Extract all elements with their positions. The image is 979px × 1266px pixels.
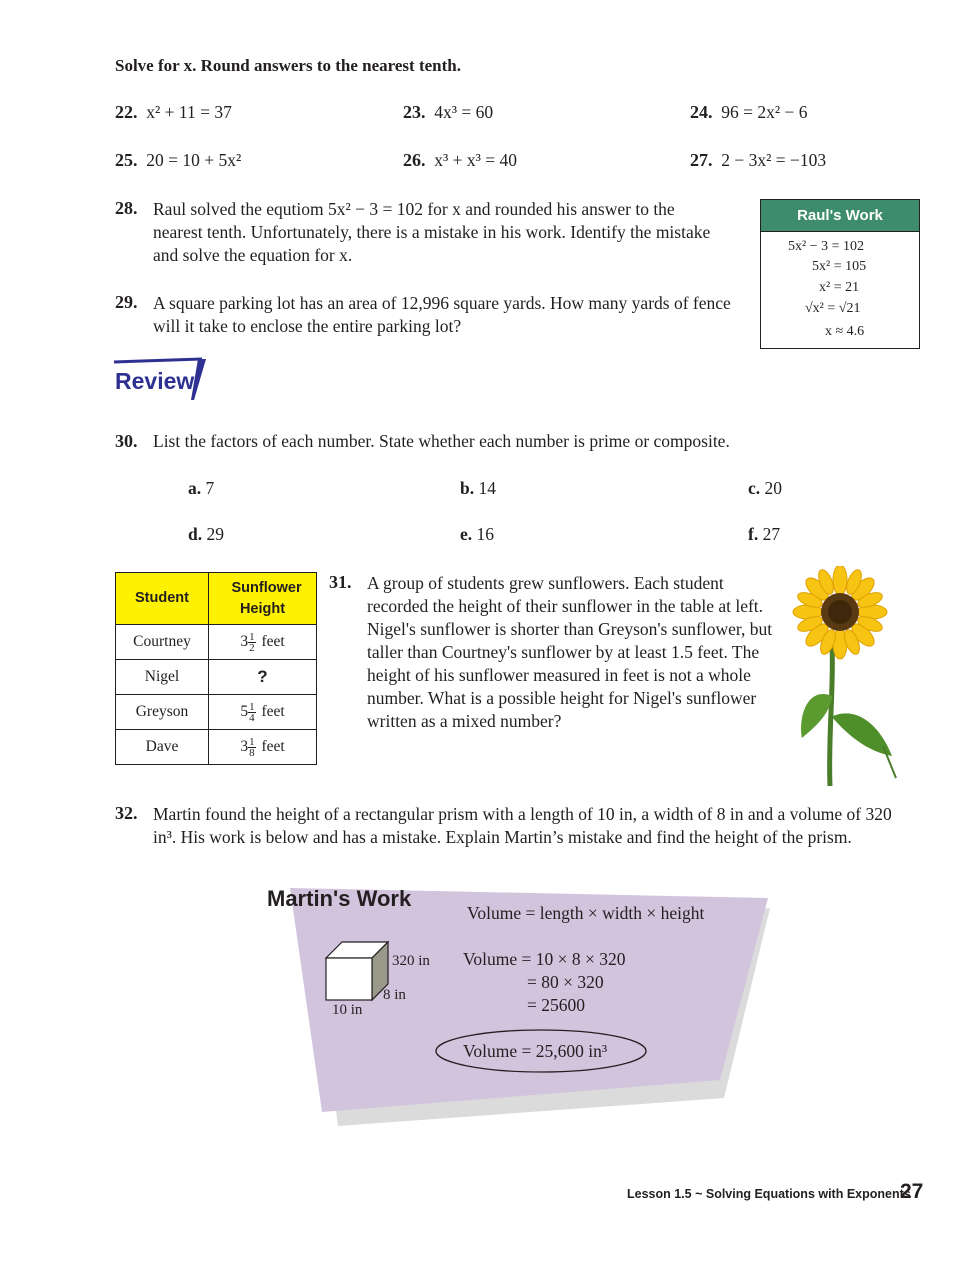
problem-30-part-e: e. 16 <box>460 524 495 544</box>
sunflower-image <box>788 566 903 788</box>
sunflower-height: 3 $\frac{1}{8}$ feet <box>209 730 317 765</box>
problem-22: 22. x² + 11 = 37 <box>115 102 232 122</box>
raul-step-4: √x² = √21 <box>805 301 861 316</box>
raul-step-2: 5x² = 105 <box>812 259 867 274</box>
problem-30-number: 30. <box>115 431 138 451</box>
sunflower-height: 3 $\frac{1}{2}$ feet <box>209 625 317 660</box>
martin-step-3: = 25600 <box>527 995 585 1015</box>
rauls-work-title: Raul's Work <box>761 200 919 232</box>
problem-27: 27. 2 − 3x² = −103 <box>690 150 827 170</box>
problem-25-equation: 20 = 10 + 5x² <box>146 150 242 170</box>
martins-work-title: Martin's Work <box>267 886 412 911</box>
prism-height-label: 320 in <box>392 953 430 969</box>
problem-27-equation: 2 − 3x² = −103 <box>721 150 827 170</box>
problem-30-part-c: c. 20 <box>748 478 783 498</box>
sunflower-table <box>115 572 317 765</box>
table-header-row <box>116 573 317 625</box>
problem-23: 23. 4x³ = 60 <box>403 102 494 122</box>
volume-formula: Volume = length × width × height <box>467 903 705 923</box>
review-heading: Review <box>115 368 195 394</box>
problem-22-equation: x² + 11 = 37 <box>146 102 232 122</box>
problem-29-text: A square parking lot has an area of 12,996 square yards. How many yards of fence will it take to enclose the entire parking lot? <box>153 293 731 336</box>
student-name: Courtney <box>116 625 209 660</box>
problem-31-number: 31. <box>329 572 352 592</box>
table-header-height: Sunflower Height <box>209 573 317 625</box>
page-number: 27 <box>900 1180 924 1203</box>
problem-29-number: 29. <box>115 292 138 312</box>
problem-24: 24. 96 = 2x² − 6 <box>690 102 808 122</box>
problem-25: 25. 20 = 10 + 5x² <box>115 150 242 170</box>
raul-step-5: x ≈ 4.6 <box>825 324 865 339</box>
problem-30-part-d: d. 29 <box>188 524 224 544</box>
prism-cube-icon <box>322 938 392 1004</box>
prism-length-label: 10 in <box>332 1002 363 1018</box>
unknown-height-mark: ? <box>209 660 317 695</box>
student-name: Dave <box>116 730 209 765</box>
table-row <box>116 730 317 765</box>
student-name: Greyson <box>116 695 209 730</box>
instructions: Solve for x. Round answers to the nearest tenth. <box>115 56 461 75</box>
problem-32-number: 32. <box>115 803 138 823</box>
raul-step-3: x² = 21 <box>819 280 860 295</box>
problem-32-text: Martin found the height of a rectangular prism with a length of 10 in, a width of 8 in and a volume of 320 in³. His work is below and has a mistake. Explain Martin’s mistake and find the height of the prism. <box>153 804 892 847</box>
problem-23-equation: 4x³ = 60 <box>434 102 494 122</box>
martin-answer: Volume = 25,600 in³ <box>463 1041 608 1061</box>
problem-30-part-a: a. 7 <box>188 478 215 498</box>
martin-step-1: Volume = 10 × 8 × 320 <box>463 949 626 969</box>
problem-31-text: A group of students grew sunflowers. Each student recorded the height of their sunflower in the table at left. Nigel's sunflower is shorter than Greyson's sunflower, but taller than Courtney's sunflower by at least 1.5 feet. The height of his sunflower measured in feet is not a whole number. What is a possible height for Nigel's sunflower written as a mixed number? <box>367 573 773 731</box>
problem-30-part-f: f. 27 <box>748 524 781 544</box>
table-row <box>116 695 317 730</box>
student-name: Nigel <box>116 660 209 695</box>
martin-step-2: = 80 × 320 <box>527 972 604 992</box>
problem-28-number: 28. <box>115 198 138 218</box>
sunflower-height: 5 $\frac{1}{4}$ feet <box>209 695 317 730</box>
review-banner-icon <box>112 356 208 402</box>
problem-26-equation: x³ + x³ = 40 <box>434 150 517 170</box>
rauls-work-box <box>760 199 920 349</box>
table-row <box>116 625 317 660</box>
table-row <box>116 660 317 695</box>
problem-26: 26. x³ + x³ = 40 <box>403 150 517 170</box>
problem-24-equation: 96 = 2x² − 6 <box>721 102 808 122</box>
table-header-student: Student <box>116 573 209 625</box>
problem-30-text: List the factors of each number. State whether each number is prime or composite. <box>153 431 730 451</box>
raul-step-1: 5x² − 3 = 102 <box>788 239 864 254</box>
problem-30-part-b: b. 14 <box>460 478 496 498</box>
prism-width-label: 8 in <box>383 987 406 1003</box>
footer-lesson-title: Lesson 1.5 ~ Solving Equations with Exponents <box>627 1187 911 1201</box>
problem-28-text: Raul solved the equtiom 5x² − 3 = 102 for x and rounded his answer to the nearest tenth. Unfortunately, there is a mistake in his work. Identify the mistake and solve the equation for x. <box>153 199 711 265</box>
